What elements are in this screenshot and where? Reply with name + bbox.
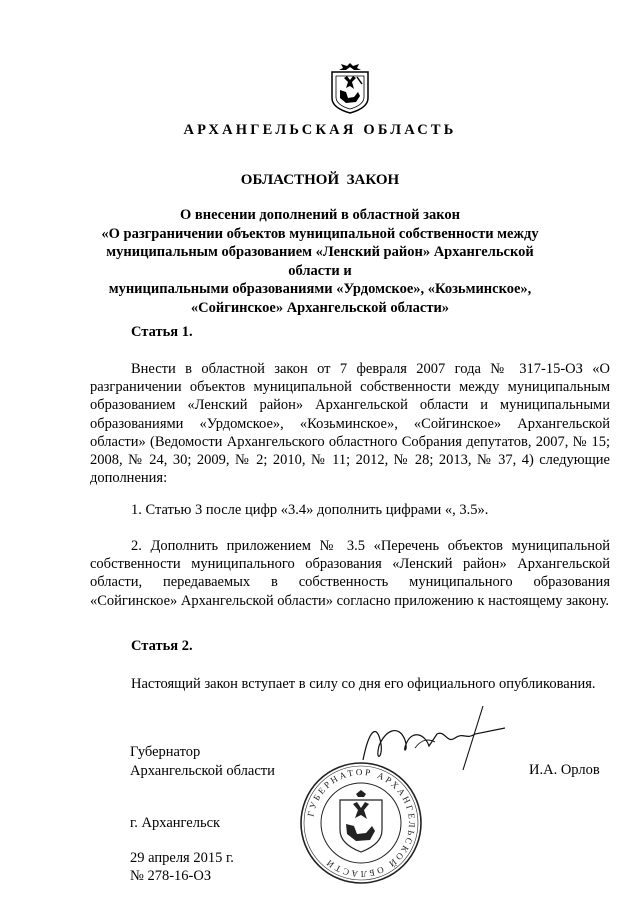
signatory-title-line: Губернатор bbox=[130, 744, 201, 760]
signatory-name: И.А. Орлов bbox=[529, 762, 600, 778]
law-title-line: «Сойгинское» Архангельской области» bbox=[190, 299, 450, 316]
law-title-line: «О разграничении объектов муниципальной собственности между bbox=[101, 225, 539, 242]
law-title-line: муниципальным образованием «Ленский район» Архангельской области и bbox=[106, 244, 534, 279]
article-1-item-1: 1. Статью 3 после цифр «3.4» дополнить цифрами «, 3.5». bbox=[131, 502, 489, 518]
article-1-intro: Внести в областной закон от 7 февраля 2007 года № 317-15-ОЗ «О разграничении объектов муниципальной собственности между муниципальным образованием «Ленский район» Архангельской области и муниципальными образованиями «Урдомское», «Козьминское», «Сойгинское» Архангельской области» (Ведомости Архангельского областного Собрания депутатов, 2007, № 15; 2008, № 24, 30; 2009, № 2; 2010, № 11; 2012, № 28; 2013, № 37, 4) следующие дополнения: bbox=[90, 361, 610, 487]
law-title-line: О внесении дополнений в областной закон bbox=[179, 207, 461, 223]
article-2-text: Настоящий закон вступает в силу со дня его официального опубликования. bbox=[131, 676, 596, 692]
article-2-heading: Статья 2. bbox=[131, 638, 193, 654]
law-title bbox=[80, 206, 560, 317]
place-of-signing: г. Архангельск bbox=[130, 815, 221, 831]
date-and-number bbox=[130, 849, 234, 885]
signing-date: 29 апреля 2015 г. bbox=[130, 850, 234, 866]
article-1-heading: Статья 1. bbox=[131, 324, 193, 340]
region-name: АРХАНГЕЛЬСКАЯ ОБЛАСТЬ bbox=[183, 122, 457, 138]
arkhangelsk-coat-of-arms-icon bbox=[326, 62, 374, 114]
law-number: № 278-16-ОЗ bbox=[130, 868, 212, 884]
svg-text:ГУБЕРНАТОР АРХАНГЕЛЬСКОЙ ОБЛАС: ГУБЕРНАТОР АРХАНГЕЛЬСКОЙ ОБЛАСТИ bbox=[305, 766, 418, 880]
law-title-line: муниципальными образованиями «Урдомское», «Козьминское», bbox=[108, 281, 532, 297]
article-1-item-2: 2. Дополнить приложением № 3.5 «Перечень объектов муниципальной собственности муниципального образования «Ленский район» Архангельской области, передаваемых в собственность муниципального образования «Сойгинское» Архангельской области» согласно приложению к настоящему закону. bbox=[90, 538, 610, 609]
document-type: ОБЛАСТНОЙ ЗАКОН bbox=[240, 172, 400, 188]
official-seal-icon bbox=[298, 760, 424, 886]
signatory-title bbox=[130, 743, 275, 780]
signatory-title-line: Архангельской области bbox=[130, 762, 275, 779]
